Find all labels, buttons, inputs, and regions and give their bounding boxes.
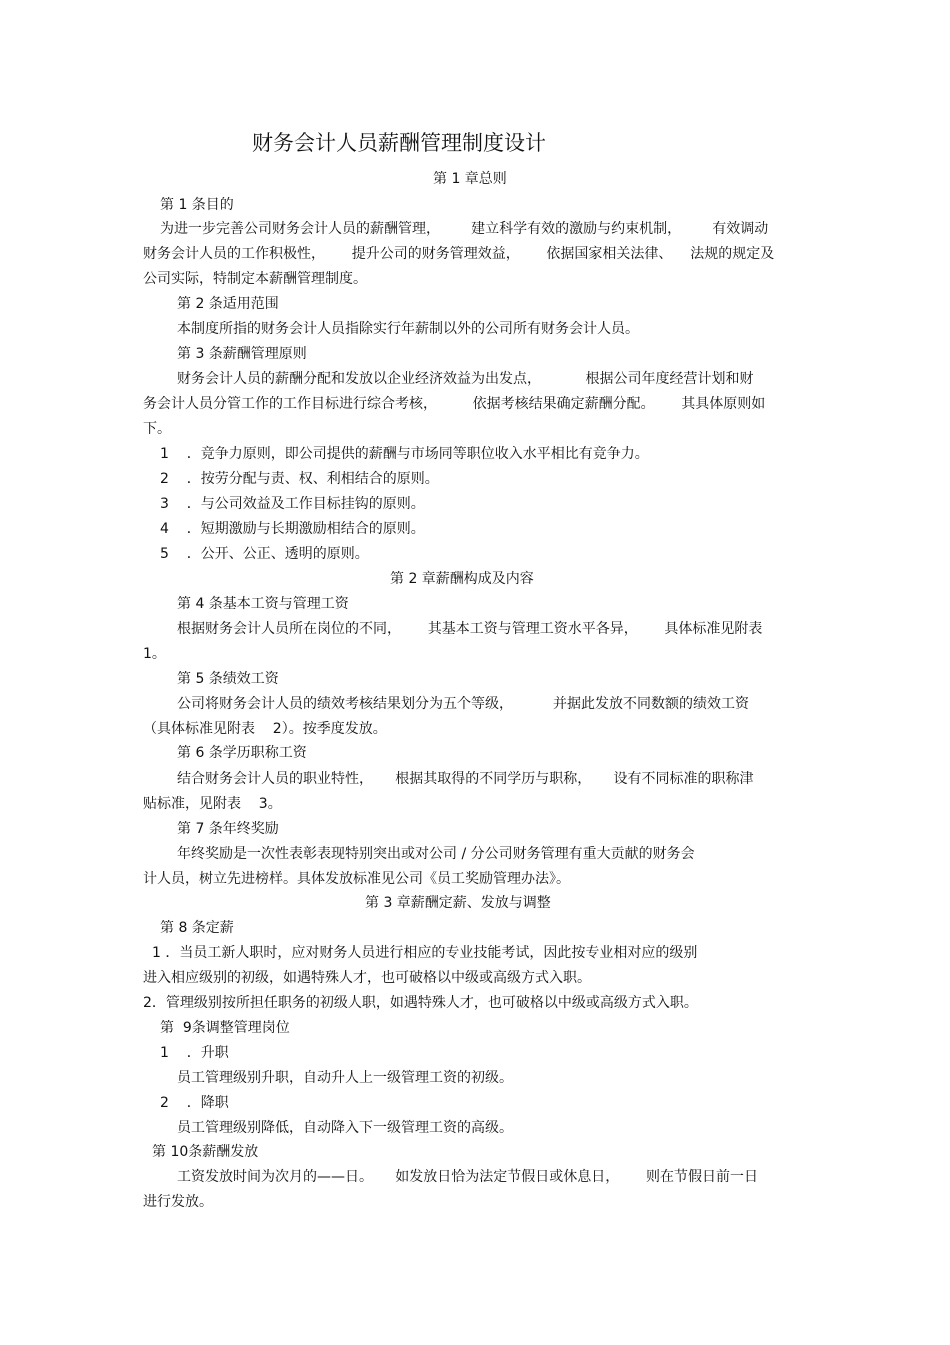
article-7-text-line: 年终奖励是一次性表彰表现特别突出或对公司 / 分公司财务管理有重大贡献的财务会: [177, 846, 695, 862]
article-7-text-line: 计人员，树立先进榜样。具体发放标准见公司《员工奖励管理办法》。: [143, 871, 570, 887]
article-8-heading: 第 8 条定薪: [160, 920, 234, 936]
article-2-heading: 第 2 条适用范围: [177, 296, 279, 312]
article-3-text-line: 下。: [143, 421, 171, 437]
principle-item: 5 ．公开、公正、透明的原则。: [160, 546, 369, 562]
article-9-heading: 第 9条调整管理岗位: [160, 1020, 290, 1036]
article-5-text-line: 公司将财务会计人员的绩效考核结果划分为五个等级， 并据此发放不同数额的绩效工资: [177, 696, 750, 712]
article-1-text-line: 财务会计人员的工作积极性， 提升公司的财务管理效益， 依据国家相关法律、 法规的规定及: [143, 246, 775, 262]
article-1-heading: 第 1 条目的: [160, 197, 234, 213]
chapter-1-heading: 第 1 章总则: [433, 171, 507, 187]
article-1-text-line: 公司实际，特制定本薪酬管理制度。: [143, 271, 367, 287]
article-9-text-line: 员工管理级别降低，自动降入下一级管理工资的高级。: [177, 1120, 513, 1136]
article-3-heading: 第 3 条薪酬管理原则: [177, 346, 307, 362]
chapter-2-heading: 第 2 章薪酬构成及内容: [390, 571, 534, 587]
principle-item: 3 ．与公司效益及工作目标挂钩的原则。: [160, 496, 425, 512]
article-8-text-line: 1 ．当员工新人职时，应对财务人员进行相应的专业技能考试，因此按专业相对应的级别: [152, 945, 698, 961]
document-title: 财务会计人员薪酬管理制度设计: [252, 131, 546, 155]
chapter-3-heading: 第 3 章薪酬定薪、发放与调整: [365, 895, 551, 911]
article-6-text-line: 贴标准，见附表 3。: [143, 796, 282, 812]
article-5-heading: 第 5 条绩效工资: [177, 671, 279, 687]
article-6-heading: 第 6 条学历职称工资: [177, 745, 307, 761]
article-4-text-line: 1。: [143, 646, 166, 662]
article-5-text-line: （具体标准见附表 2）。按季度发放。: [143, 721, 387, 737]
article-6-text-line: 结合财务会计人员的职业特性， 根据其取得的不同学历与职称， 设有不同标准的职称津: [177, 771, 754, 787]
principle-item: 2 ．按劳分配与责、权、利相结合的原则。: [160, 471, 439, 487]
article-10-text-line: 进行发放。: [143, 1194, 213, 1210]
article-3-text-line: 财务会计人员的薪酬分配和发放以企业经济效益为出发点， 根据公司年度经营计划和财: [177, 371, 754, 387]
article-8-text-line: 2．管理级别按所担任职务的初级人职，如遇特殊人才，也可破格以中级或高级方式入职。: [143, 995, 698, 1011]
article-10-heading: 第 10条薪酬发放: [152, 1144, 259, 1160]
article-4-text-line: 根据财务会计人员所在岗位的不同， 其基本工资与管理工资水平各异， 具体标准见附表: [177, 621, 763, 637]
article-8-text-line: 进入相应级别的初级，如遇特殊人才，也可破格以中级或高级方式入职。: [143, 970, 591, 986]
article-2-text-line: 本制度所指的财务会计人员指除实行年薪制以外的公司所有财务会计人员。: [177, 321, 639, 337]
principle-item: 1 ．竞争力原则，即公司提供的薪酬与市场同等职位收入水平相比有竞争力。: [160, 446, 649, 462]
article-1-text-line: 为进一步完善公司财务会计人员的薪酬管理， 建立科学有效的激励与约束机制， 有效调动: [160, 221, 769, 237]
principle-item: 4 ．短期激励与长期激励相结合的原则。: [160, 521, 425, 537]
article-7-heading: 第 7 条年终奖励: [177, 821, 279, 837]
article-4-heading: 第 4 条基本工资与管理工资: [177, 596, 349, 612]
article-9-item: 2 ．降职: [160, 1095, 229, 1111]
article-9-item: 1 ．升职: [160, 1045, 229, 1061]
article-10-text-line: 工资发放时间为次月的——日。 如发放日恰为法定节假日或休息日， 则在节假日前一日: [177, 1169, 758, 1185]
article-3-text-line: 务会计人员分管工作的工作目标进行综合考核， 依据考核结果确定薪酬分配。 其具体原则如: [143, 396, 766, 412]
article-9-text-line: 员工管理级别升职，自动升人上一级管理工资的初级。: [177, 1070, 513, 1086]
